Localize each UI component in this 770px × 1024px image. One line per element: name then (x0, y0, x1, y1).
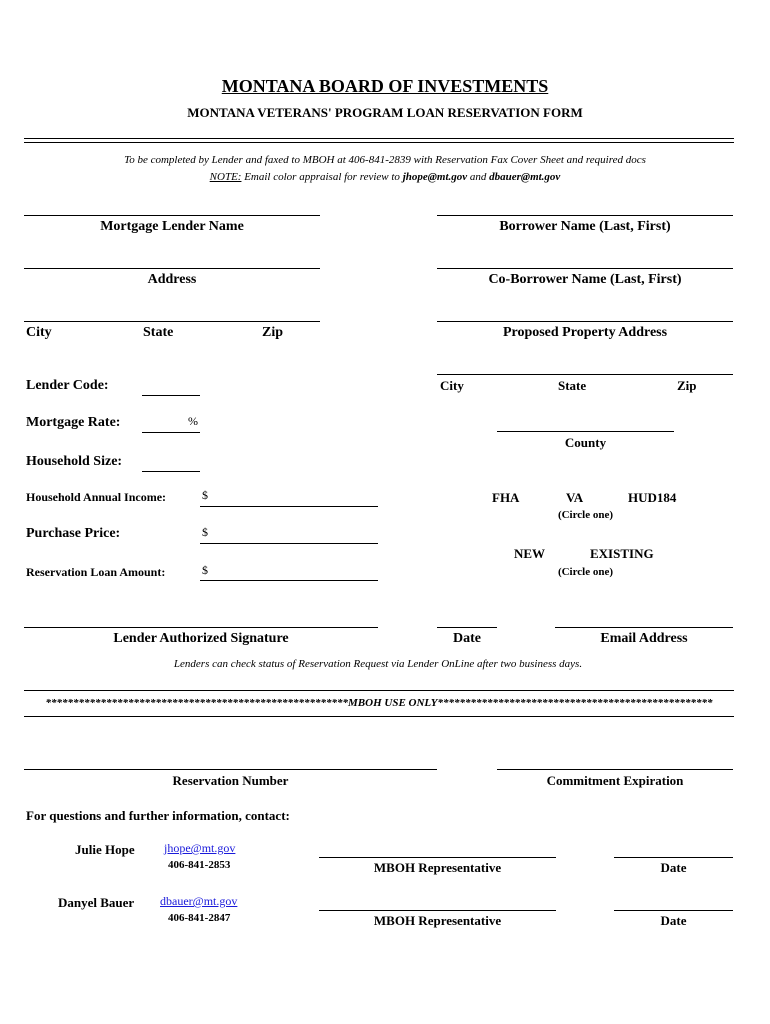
loan-type-va[interactable]: VA (566, 490, 584, 505)
loan-amount-field[interactable] (200, 580, 378, 581)
property-zip-label: Zip (677, 378, 697, 393)
county-label: County (564, 435, 607, 450)
contact-phone: 406-841-2847 (168, 912, 231, 924)
loan-amount-dollar: $ (202, 563, 208, 577)
lender-signature-field[interactable] (24, 627, 378, 628)
signature-date-label: Date (453, 631, 481, 646)
email-address-label: Email Address (600, 631, 688, 646)
lender-city-state-zip-field[interactable] (24, 321, 320, 322)
note-and: and (467, 171, 490, 183)
percent-symbol: % (188, 414, 198, 428)
reservation-number-field[interactable] (24, 769, 437, 770)
property-new[interactable]: NEW (514, 546, 546, 561)
loan-type-circle-one: (Circle one) (557, 509, 614, 521)
lender-code-field[interactable] (142, 395, 200, 396)
status-note: Lenders can check status of Reservation Request via Lender OnLine after two business days. (173, 658, 583, 670)
property-state-label: State (558, 378, 587, 393)
mboh-use-only-banner: *******************************************************MBOH USE ONLY************************************************** (45, 697, 713, 709)
household-income-dollar: $ (202, 488, 208, 502)
commitment-expiration-label: Commitment Expiration (546, 773, 684, 788)
county-field[interactable] (497, 431, 674, 432)
lender-code-label: Lender Code: (26, 378, 109, 393)
household-size-field[interactable] (142, 471, 200, 472)
email-address-field[interactable] (555, 627, 733, 628)
mboh-date-label-1: Date (660, 860, 687, 875)
contact-email-link[interactable]: jhope@mt.gov (164, 841, 236, 855)
reservation-number-label: Reservation Number (172, 773, 289, 788)
header-divider (24, 138, 734, 143)
mboh-date-label-2: Date (660, 913, 687, 928)
property-address-label: Proposed Property Address (502, 325, 668, 340)
note-label: NOTE: (209, 171, 242, 183)
lender-name-field[interactable] (24, 215, 320, 216)
lender-address-label: Address (147, 272, 197, 287)
loan-amount-label: Reservation Loan Amount: (26, 565, 166, 579)
mboh-rep-label-2: MBOH Representative (373, 913, 502, 928)
note-text: Email color appraisal for review to (241, 171, 403, 183)
form-subtitle: MONTANA VETERANS' PROGRAM LOAN RESERVATION FORM (187, 105, 583, 120)
mboh-top-line (24, 690, 734, 691)
property-existing[interactable]: EXISTING (590, 546, 654, 561)
property-circle-one: (Circle one) (557, 566, 614, 578)
note-email-1: jhope@mt.gov (402, 171, 468, 183)
property-city-label: City (440, 378, 464, 393)
household-size-label: Household Size: (26, 454, 123, 469)
loan-type-hud184[interactable]: HUD184 (628, 490, 677, 505)
mboh-date-field-1[interactable] (614, 857, 733, 858)
instructions-line: To be completed by Lender and faxed to MBOH at 406-841-2839 with Reservation Fax Cover Sheet and required docs (124, 154, 646, 166)
mboh-rep-field-2[interactable] (319, 910, 556, 911)
loan-type-fha[interactable]: FHA (492, 490, 520, 505)
lender-signature-label: Lender Authorized Signature (113, 631, 289, 646)
contact-email-link[interactable]: dbauer@mt.gov (160, 894, 238, 908)
contact-name: Julie Hope (75, 842, 135, 857)
household-income-label: Household Annual Income: (26, 490, 167, 504)
borrower-name-label: Borrower Name (Last, First) (499, 219, 671, 234)
signature-date-field[interactable] (437, 627, 497, 628)
mboh-date-field-2[interactable] (614, 910, 733, 911)
instructions-note (0, 171, 770, 183)
coborrower-name-label: Co-Borrower Name (Last, First) (488, 272, 682, 287)
borrower-name-field[interactable] (437, 215, 733, 216)
lender-zip-label: Zip (262, 325, 284, 340)
mboh-bottom-line (24, 716, 734, 717)
commitment-expiration-field[interactable] (497, 769, 733, 770)
questions-contact-heading: For questions and further information, contact: (26, 808, 290, 823)
mortgage-rate-label: Mortgage Rate: (26, 415, 121, 430)
coborrower-name-field[interactable] (437, 268, 733, 269)
mortgage-rate-field[interactable] (142, 432, 200, 433)
purchase-price-dollar: $ (202, 525, 208, 539)
contact-name: Danyel Bauer (58, 895, 135, 910)
household-income-field[interactable] (200, 506, 378, 507)
lender-state-label: State (143, 325, 174, 340)
property-city-state-zip-field[interactable] (437, 374, 733, 375)
property-address-field[interactable] (437, 321, 733, 322)
lender-city-label: City (26, 325, 52, 340)
mboh-rep-label-1: MBOH Representative (373, 860, 502, 875)
note-email-2: dbauer@mt.gov (489, 171, 561, 183)
form-title: MONTANA BOARD OF INVESTMENTS (221, 76, 549, 96)
purchase-price-label: Purchase Price: (26, 526, 121, 541)
lender-name-label: Mortgage Lender Name (100, 219, 244, 234)
lender-address-field[interactable] (24, 268, 320, 269)
purchase-price-field[interactable] (200, 543, 378, 544)
mboh-rep-field-1[interactable] (319, 857, 556, 858)
contact-phone: 406-841-2853 (168, 859, 231, 871)
